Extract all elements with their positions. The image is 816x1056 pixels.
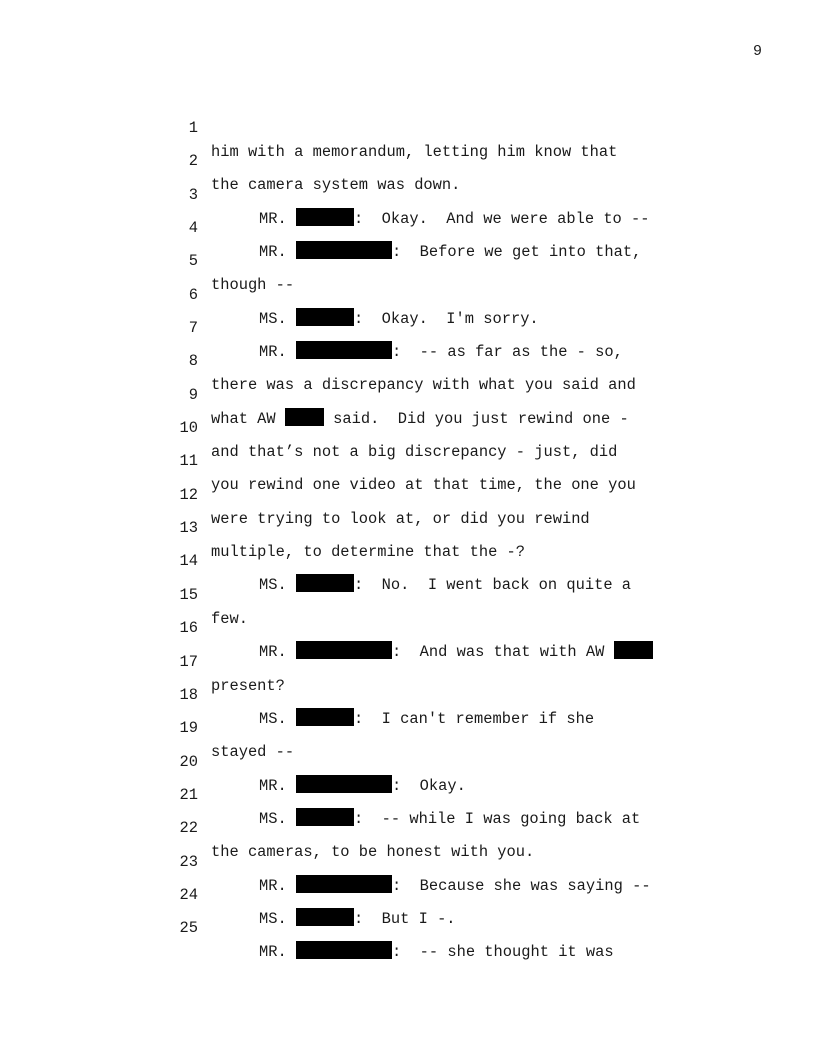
transcript-line [0,659,816,728]
line-text: : Okay. And we were able to -- [353,209,650,228]
line-text: : -- she thought it was [391,943,614,962]
line-text: : -- while I was going back at [353,809,641,828]
transcript-line [0,325,816,395]
line-number: 11 [179,452,198,471]
speaker-title: MS. [259,909,296,928]
redaction-box [296,941,392,959]
line-text: : But I -. [353,909,456,928]
transcript-line [0,192,816,262]
line-text: : Okay. I'm sorry. [353,309,539,328]
line-text: the camera system was down. [211,176,461,195]
transcript-line [0,292,816,362]
line-number: 8 [188,352,198,371]
speaker-title: MS. [259,809,296,828]
speaker-line [259,940,614,964]
line-text: there was a discrepancy with what you said and [211,376,636,395]
line-text: were trying to look at, or did you rewind [211,509,590,528]
line-text: stayed -- [211,743,295,762]
transcript-line [0,225,816,295]
line-number: 21 [179,785,198,804]
transcript-line [0,459,816,528]
line-text: multiple, to determine that the -? [211,543,526,562]
page-number: 9 [752,43,762,60]
line-number: 10 [179,419,198,438]
speaker-title: MR. [259,776,296,795]
transcript-line [0,92,816,161]
line-text: : And was that with AW [391,643,614,662]
line-number: 3 [188,185,198,204]
speaker-title: MR. [259,943,296,962]
line-text: said. Did you just rewind one - [323,409,629,428]
transcript-line [0,859,816,928]
line-number: 25 [179,919,198,938]
line-text: : Because she was saying -- [391,876,651,895]
speaker-title: MR. [259,876,296,895]
speaker-title: MR. [259,209,296,228]
speaker-title: MR. [259,343,296,362]
speaker-title: MS. [259,309,296,328]
line-text: the cameras, to be honest with you. [211,843,535,862]
line-text: you rewind one video at that time, the one you [211,476,636,495]
transcript-line [0,259,816,328]
line-number: 16 [179,619,198,638]
line-text: present? [211,676,285,695]
line-text: him with a memorandum, letting him know that [211,143,618,161]
line-number: 2 [188,152,198,171]
line-text: : Okay. [391,776,466,795]
line-text: : -- as far as the - so, [391,343,623,362]
transcript-line [0,359,816,428]
line-number: 13 [179,519,198,538]
line-number: 12 [179,485,198,504]
line-number: 22 [179,819,198,838]
line-number: 19 [179,719,198,738]
transcript-body [0,92,816,962]
line-number: 18 [179,685,198,704]
speaker-title: MR. [259,243,296,262]
line-text: though -- [211,276,295,295]
line-number: 24 [179,885,198,904]
line-number: 14 [179,552,198,571]
line-number: 6 [188,285,198,304]
line-text: what AW [211,409,285,428]
speaker-title: MS. [259,576,296,595]
line-number: 4 [188,219,198,238]
line-number: 9 [188,385,198,404]
line-text: and that’s not a big discrepancy - just, did [211,443,618,462]
line-number: 17 [179,652,198,671]
transcript-line [0,159,816,228]
transcript-line [0,559,816,628]
speaker-title: MR. [259,643,296,662]
line-number: 15 [179,585,198,604]
speaker-title: MS. [259,709,296,728]
line-number: 1 [188,119,198,137]
line-number: 7 [188,319,198,338]
line-number: 5 [188,252,198,271]
line-number: 20 [179,752,198,771]
line-number: 23 [179,852,198,871]
transcript-line [0,125,816,195]
transcript-line [0,892,816,962]
line-text: few. [211,609,248,628]
line-text: : Before we get into that, [391,243,642,262]
line-text: : No. I went back on quite a [353,576,632,595]
transcript-line [0,759,816,828]
line-text: : I can't remember if she [353,709,595,728]
